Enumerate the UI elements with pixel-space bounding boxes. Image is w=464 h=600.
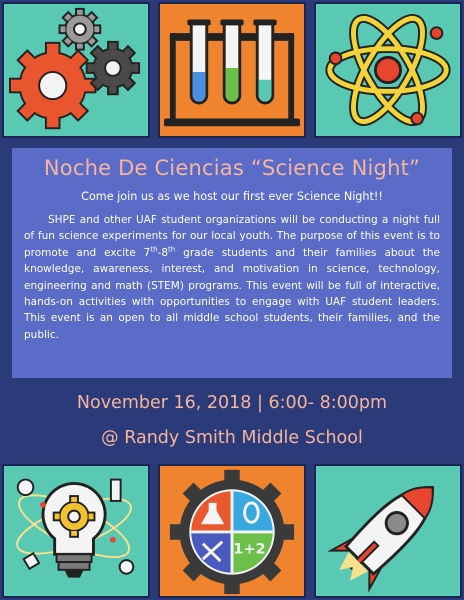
description-text-part2: -8: [157, 246, 169, 259]
event-title: Noche De Ciencias “Science Night”: [43, 156, 421, 180]
description-text-part1: SHPE and other UAF student organizations will be conducting a night full of fun science experiments for our local youth. The purpose of this event is to promote and excite 7: [24, 214, 440, 259]
event-description: [24, 212, 440, 343]
event-subtitle: Come join us as we host our first ever Science Night!!: [81, 190, 383, 203]
description-text-part3: grade students and their families about the knowledge, awareness, interest, and motivation in science, technology, engineering and math (STEM) programs. This event will be full of interactive, hands-on activities with opportunities to engage with UAF student leaders. This event is an open to all middle school students, their families, and the public.: [24, 246, 440, 341]
lightbulb-gear-icon: [4, 466, 148, 596]
rocket-icon: [316, 466, 460, 596]
gears-icon: [4, 4, 148, 136]
math-label: 1+2: [233, 540, 266, 558]
test-tubes-icon: [160, 4, 304, 136]
event-location: @ Randy Smith Middle School: [101, 428, 363, 448]
atom-icon: [316, 4, 460, 136]
superscript-th: th: [150, 245, 158, 254]
test-tubes-tile: [158, 2, 306, 138]
rocket-tile: [314, 464, 462, 598]
gears-tile: [2, 2, 150, 138]
stem-gear-icon: [160, 466, 304, 596]
atom-tile: [314, 2, 462, 138]
superscript-th: th: [168, 245, 176, 254]
event-date-time: November 16, 2018 | 6:00- 8:00pm: [76, 393, 388, 413]
stem-gear-tile: [158, 464, 306, 598]
event-description-panel: [10, 146, 454, 380]
lightbulb-tile: [2, 464, 150, 598]
